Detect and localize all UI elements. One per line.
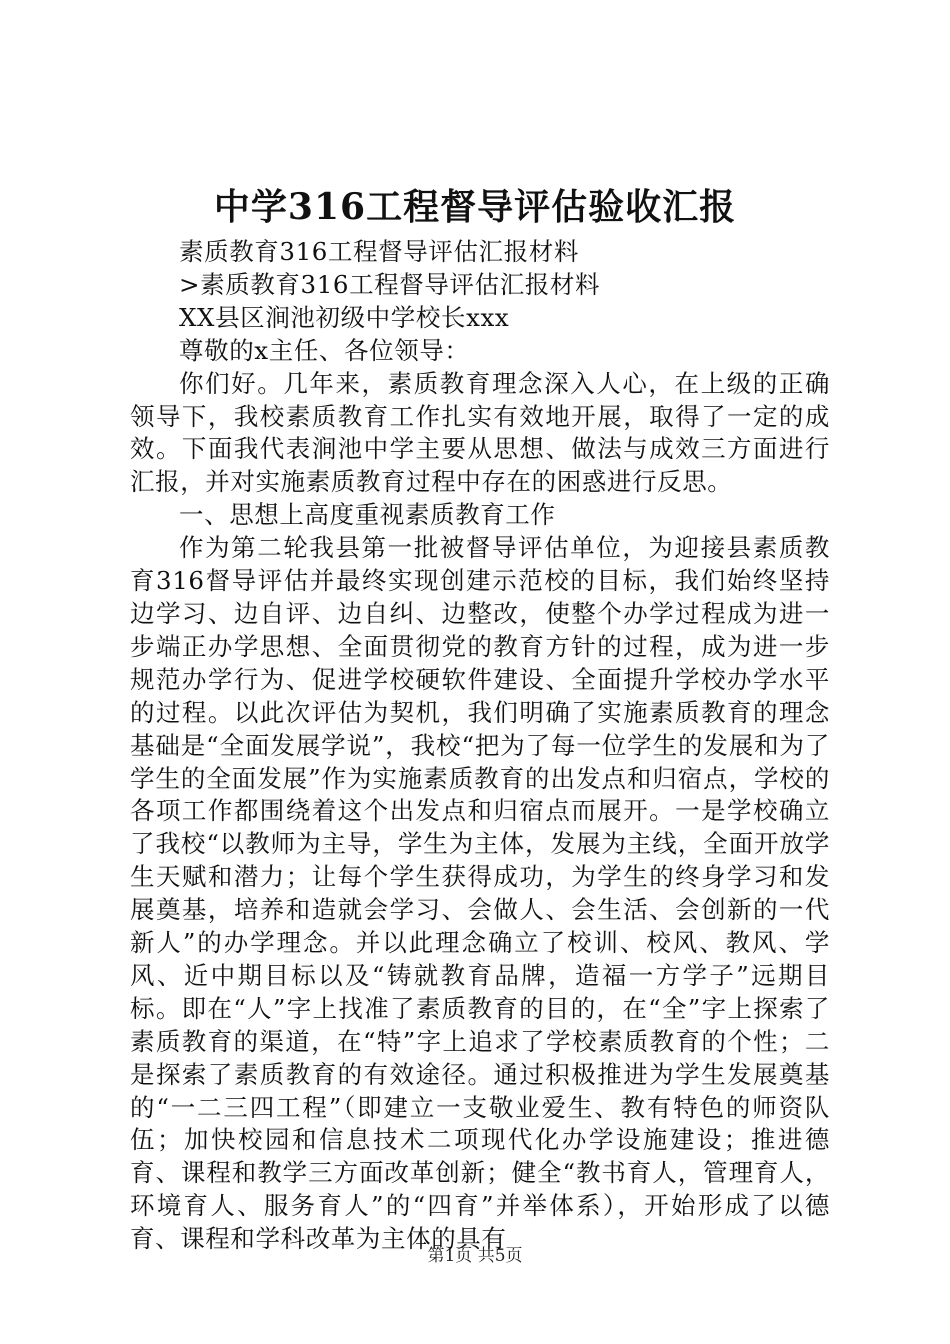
subtitle-line: 素质教育316工程督导评估汇报材料 [179, 237, 579, 266]
document-body [130, 236, 830, 1256]
salutation-line: 尊敬的x主任、各位领导： [179, 335, 470, 365]
intro-paragraph: 你们好。几年来，素质教育理念深入人心，在上级的正确领导下，我校素质教育工作扎实有效地开展，取得了一定的成效。下面我代表涧池中学主要从思想、做法与成效三方面进行汇报，并对实施素质教育过程中存在的困惑进行反思。 [130, 368, 830, 497]
document-title: 中学316工程督导评估验收汇报 [213, 186, 737, 228]
section-one-paragraph: 作为第二轮我县第一批被督导评估单位，为迎接县素质教育316督导评估并最终实现创建示范校的目标，我们始终坚持边学习、边自评、边自纠、边整改，使整个办学过程成为进一步端正办学思想、全面贯彻党的教育方针的过程，成为进一步规范办学行为、促进学校硬软件建设、全面提升学校办学水平的过程。以此次评估为契机，我们明确了实施素质教育的理念基础是“全面发展学说”，我校“把为了每一位学生的发展和为了学生的全面发展”作为实施素质教育的出发点和归宿点，学校的各项工作都围绕着这个出发点和归宿点而展开。一是学校确立了我校“以教师为主导，学生为主体，发展为主线，全面开放学生天赋和潜力；让每个学生获得成功，为学生的终身学习和发展奠基，培养和造就会学习、会做人、会生活、会创新的一代新人”的办学理念。并以此理念确立了校训、校风、教风、学风、近中期目标以及“铸就教育品牌，造福一方学子”远期目标。即在“人”字上找准了素质教育的目的，在“全”字上探索了素质教育的渠道，在“特”字上追求了学校素质教育的个性；二是探索了素质教育的有效途径。通过积极推进为学生发展奠基的“一二三四工程”（即建立一支敬业爱生、教有特色的师资队伍；加快校园和信息技术二项现代化办学设施建设；推进德育、课程和教学三方面改革创新；健全“教书育人，管理育人，环境育人、服务育人”的“四育”并举体系），开始形成了以德育、课程和学科改革为主体的具有 [130, 533, 830, 1254]
subtitle-repeat-line: >素质教育316工程督导评估汇报材料 [179, 269, 601, 299]
author-line: XX县区涧池初级中学校长xxx [179, 302, 510, 332]
section-one-heading: 一、思想上高度重视素质教育工作 [179, 500, 556, 530]
page-number-footer: 第1页 共5页 [427, 1246, 523, 1266]
